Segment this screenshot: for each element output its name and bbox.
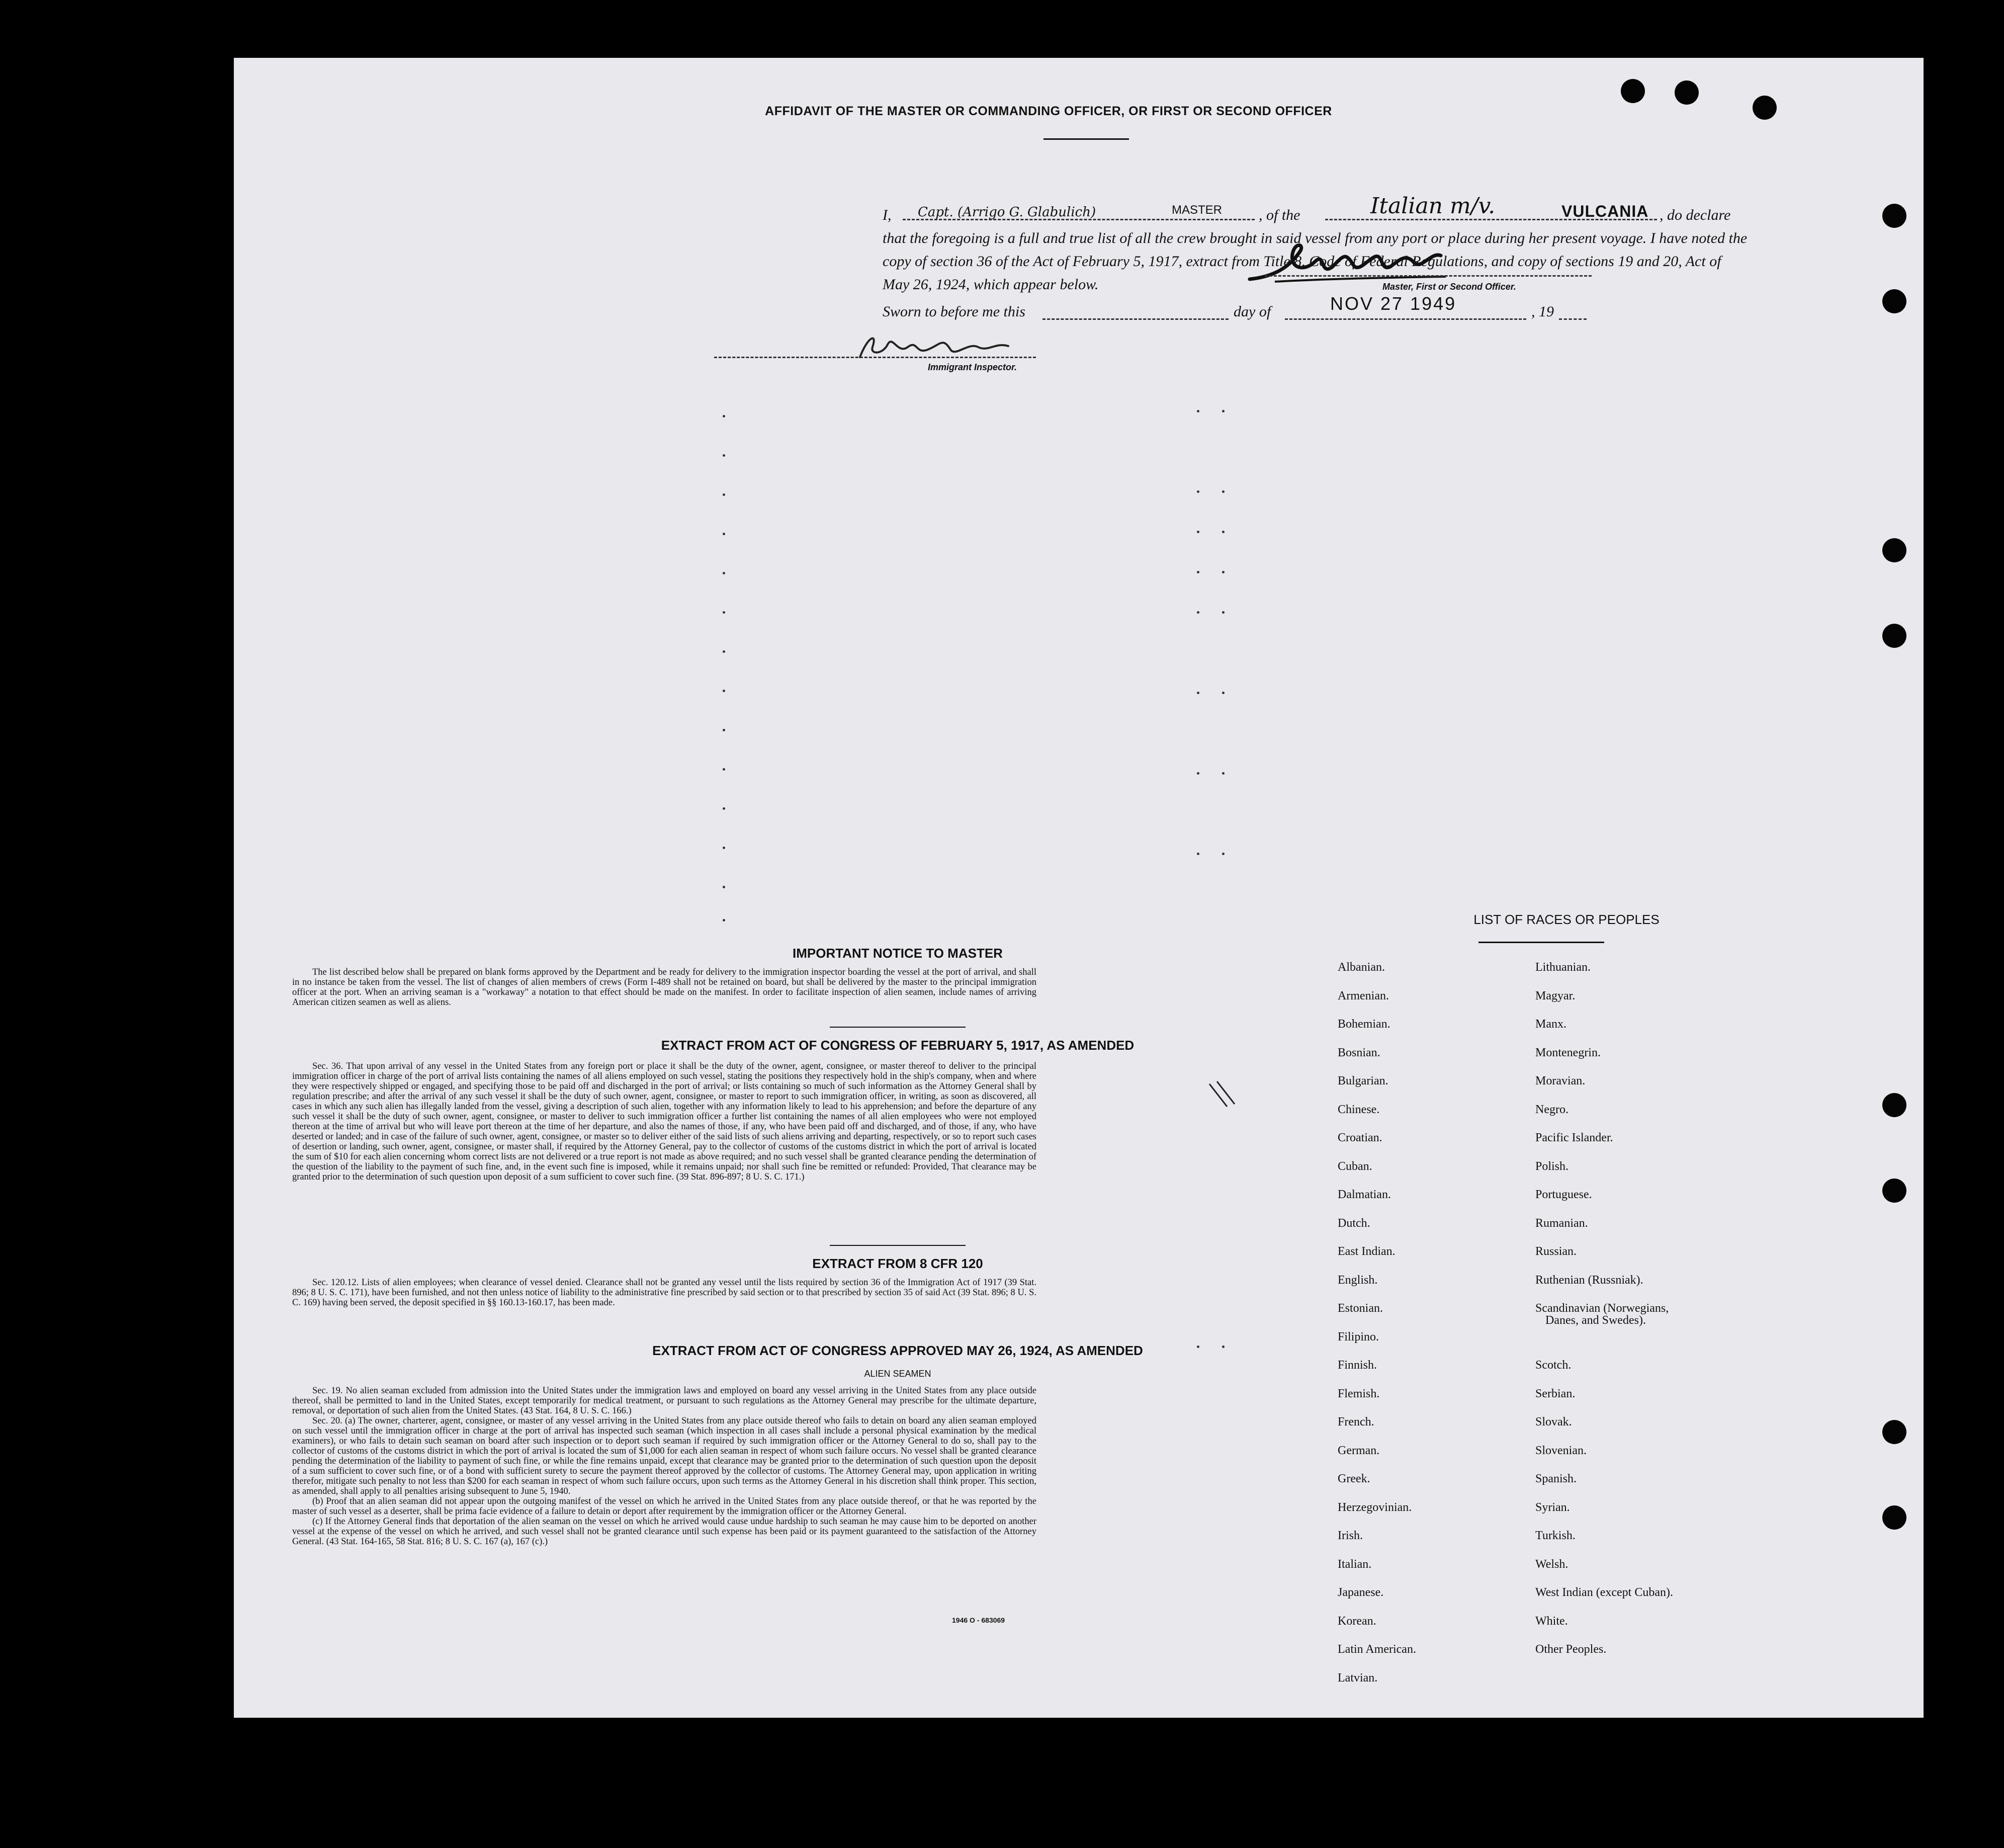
race-item: Finnish.: [1338, 1359, 1377, 1372]
race-item: Latvian.: [1338, 1671, 1378, 1685]
race-item: Albanian.: [1338, 961, 1385, 974]
punch-hole: [1675, 80, 1699, 105]
section-20a: Sec. 20. (a) The owner, charterer, agent, consignee, or master of any vessel arriving in the United States from any place outside thereof who fails to detain on board any alien seaman employed on such vessel until the immigration officer in charge at the port of arrival has inspected such seaman (which inspection in all cases shall include a personal physical examination by the medical examiners), or who fails to detain such seaman on board after such inspection or to deport such seaman if required by such immigration officer or the Attorney General to do so, shall pay to the collector of customs of the customs district in which the port of arrival is located the sum of $1,000 for each alien seaman in respect of whom such failure occurs. No vessel shall be granted clearance pending the determination of the liability to payment of such fine, or while the fine remains unpaid, except that clearance may be granted prior to the determination of such question upon the deposit of a sum sufficient to cover such fine, or of a bond with sufficient surety to secure the payment thereof approved by the collector of customs. The Attorney General may, upon application in writing therefor, mitigate such penalty to not less than $200 for each seaman in respect of whom such failure occurs, upon such terms as the Attorney General in his discretion shall think proper. This section, as amended, shall apply to all penalties arising subsequent to June 5, 1940.: [292, 1416, 1036, 1496]
day-of-label: day of: [1234, 303, 1271, 320]
race-item: Irish.: [1338, 1529, 1363, 1542]
race-item-right-cont: Danes, and Swedes).: [1545, 1314, 1646, 1327]
sworn-line: [883, 293, 1587, 328]
master-blank: [903, 219, 1255, 220]
punch-hole: [1882, 204, 1906, 228]
punch-hole: [1882, 289, 1906, 313]
vessel-blank: [1325, 219, 1657, 220]
race-item: West Indian (except Cuban).: [1535, 1586, 1673, 1599]
race-item: Rumanian.: [1535, 1216, 1588, 1230]
race-item: Croatian.: [1338, 1131, 1382, 1144]
race-item: Slovenian.: [1535, 1444, 1587, 1457]
race-item: Other Peoples.: [1535, 1643, 1607, 1656]
punch-hole: [1753, 96, 1777, 120]
extract-1924-title: EXTRACT FROM ACT OF CONGRESS APPROVED MAY 26, 1924, AS AMENDED: [652, 1343, 1143, 1358]
section-rule: [830, 1245, 966, 1246]
year-label: , 19: [1531, 303, 1554, 320]
section-20b: (b) Proof that an alien seaman did not appear upon the outgoing manifest of the vessel on which he arrived in the United States from any place outside thereof, or that he was reported by the master of such vessel as a deserter, shall be prima facie evidence of a failure to detain or deport after requirement by the immigration officer or the Attorney General.: [292, 1496, 1036, 1517]
section-120-12: Sec. 120.12. Lists of alien employees; when clearance of vessel denied. Clearance shall not be granted any vessel until the lists required by section 36 of the Immigration Act of 1917 (39 Stat. 896; 8 U. S. C. 171), have been furnished, and not then unless notice of liability to the administrative fine prescribed by said section or to that prescribed by section 35 of said Act (39 Stat. 896; 8 U. S. C. 169) having been served, the deposit specified in §§ 160.13-160.17, has been made.: [292, 1278, 1036, 1308]
signature-line: [1265, 275, 1592, 277]
master-name: Capt. (Arrigo G. Glabulich): [918, 205, 1096, 220]
races-rule: [1478, 942, 1604, 943]
race-item: Dalmatian.: [1338, 1188, 1391, 1201]
race-item: Russian.: [1535, 1245, 1577, 1258]
race-item: White.: [1535, 1614, 1568, 1628]
race-item: Cuban.: [1338, 1159, 1372, 1173]
race-item: French.: [1338, 1415, 1374, 1429]
race-item: Pacific Islander.: [1535, 1131, 1613, 1144]
do-declare-label: , do declare: [1660, 207, 1731, 223]
section-19: Sec. 19. No alien seaman excluded from admission into the United States under the immigration laws and employed on board any vessel arriving in the United States from any place outside thereof, shall be permitted to land in the United States, except temporarily for medical treatment, or pursuant to such regulations as the Attorney General may prescribe for the ultimate departure, removal, or deportation of such alien from the United States. (43 Stat. 164, 8 U. S. C. 166.): [292, 1386, 1036, 1416]
punch-hole: [1882, 624, 1906, 648]
race-item: German.: [1338, 1444, 1380, 1457]
punch-hole: [1882, 1420, 1906, 1444]
race-item: Polish.: [1535, 1159, 1569, 1173]
race-item: Moravian.: [1535, 1074, 1586, 1087]
race-item: Flemish.: [1338, 1387, 1380, 1400]
notice-text: [292, 967, 1036, 1007]
race-item: English.: [1338, 1273, 1378, 1287]
race-item: Welsh.: [1535, 1557, 1569, 1571]
notice-paragraph: The list described below shall be prepared on blank forms approved by the Department and be ready for delivery to the immigration inspector boarding the vessel at the port of arrival, and shall in no instance be taken from the vessel. The list of changes of alien members of crews (Form I-489 shall not be retained on board, but shall be delivered by the master to the principal immigration officer at the port. When an arriving seaman is a "workaway" a notation to that effect should be made on the manifest. In order to facilitate inspection of alien seamen, include names of arriving American citizen seamen as well as aliens.: [292, 967, 1036, 1007]
notice-title: IMPORTANT NOTICE TO MASTER: [793, 946, 1003, 961]
inspector-line: [714, 357, 1036, 358]
vessel-nationality: Italian m/v.: [1370, 193, 1496, 219]
race-item: Bulgarian.: [1338, 1074, 1388, 1087]
race-item: Latin American.: [1338, 1643, 1416, 1656]
extract-1917-text: [292, 1061, 1036, 1182]
vessel-name: VULCANIA: [1561, 202, 1649, 220]
race-item: Negro.: [1535, 1103, 1569, 1116]
extract-1924-text: [292, 1386, 1036, 1547]
race-item: Japanese.: [1338, 1586, 1384, 1599]
race-item: Estonian.: [1338, 1302, 1383, 1315]
race-item: Ruthenian (Russniak).: [1535, 1273, 1643, 1287]
sworn-label: Sworn to before me this: [883, 303, 1025, 320]
race-item: East Indian.: [1338, 1245, 1396, 1258]
race-item: Serbian.: [1535, 1387, 1576, 1400]
punch-hole: [1882, 538, 1906, 562]
affidavit-line-3: copy of section 36 of the Act of February 5, 1917, extract from Title 8, Code of Federal Regulations, and copy of sections 19 and 20, Act of: [883, 253, 1721, 270]
section-rule: [830, 1027, 966, 1028]
punch-hole: [1882, 1505, 1906, 1530]
race-item: Scotch.: [1535, 1359, 1572, 1372]
punch-hole: [1621, 79, 1645, 103]
affidavit-title: AFFIDAVIT OF THE MASTER OR COMMANDING OFFICER, OR FIRST OR SECOND OFFICER: [765, 104, 1332, 118]
race-item: Magyar.: [1535, 989, 1576, 1002]
race-item: Herzegovinian.: [1338, 1500, 1412, 1514]
print-code: 1946 O - 683069: [952, 1616, 1005, 1624]
of-the-label: , of the: [1259, 207, 1300, 223]
race-item: Portuguese.: [1535, 1188, 1592, 1201]
extract-1917-title: EXTRACT FROM ACT OF CONGRESS OF FEBRUARY 5, 1917, AS AMENDED: [661, 1038, 1135, 1053]
race-item: Bosnian.: [1338, 1046, 1380, 1059]
race-item: Syrian.: [1535, 1500, 1570, 1514]
alien-seamen-subtitle: ALIEN SEAMEN: [864, 1369, 931, 1379]
race-item: Korean.: [1338, 1614, 1376, 1628]
inspector-caption: Immigrant Inspector.: [928, 362, 1017, 372]
section-36: Sec. 36. That upon arrival of any vessel in the United States from any foreign port or place it shall be the duty of the owner, agent, consignee, or master thereof to deliver to the principal immigration officer in charge of the port of arrival lists containing the names of all aliens employed on such vessel, stating the positions they respectively hold in the ship's company, when and where they were respectively shipped or engaged, and specifying those to be paid off and discharged in the port of arrival; or lists containing so much of such information as the Attorney General shall by regulation prescribe; and after the arrival of any such vessel it shall be the duty of such owner, agent, consignee, or master to report to such immigration officer, in writing, as soon as discovered, all cases in which any such alien has illegally landed from the vessel, giving a description of such alien, together with any information likely to lead to his apprehension; and before the departure of any such vessel it shall be the duty of such owner, agent, consignee, or master to deliver to such immigration officer a further list containing the names of all alien employees who were not employed thereon at the time of arrival but who will leave port thereon at the time of her departure, and also the names of those, if any, who have been paid off and discharged, and of those, if any, who have deserted or landed; and in case of the failure of such owner, agent, consignee, or master so to deliver either of the said lists of such aliens arriving and departing, respectively, or so to report such cases of desertion or landing, such owner, agent, consignee, or master shall, if required by the Attorney General, pay to the collector of customs of the customs district in which the port of arrival is located the sum of $10 for each alien concerning whom correct lists are not delivered or a true report is not made as above required; and no such vessel shall be granted clearance pending the determination of the question of the liability to the payment of such fine, and, in the event such fine is imposed, while it remains unpaid; nor shall such fine be remitted or refunded: Provided, That clearance may be granted prior to the determination of such question upon deposit of a sum sufficient to cover such fine. (39 Stat. 896-897; 8 U. S. C. 171.): [292, 1061, 1036, 1182]
master-label: MASTER: [1172, 203, 1223, 217]
punch-hole: [1882, 1093, 1906, 1117]
race-item: Slovak.: [1535, 1415, 1572, 1429]
section-20c: (c) If the Attorney General finds that deportation of the alien seaman on the vessel on which he arrived would cause undue hardship to such seaman he may cause him to be deported on another vessel at the expense of the vessel on which he arrived, and such vessel shall not be granted clearance until such expense has been paid or its payment guaranteed to the satisfaction of the Attorney General. (43 Stat. 164-165, 58 Stat. 816; 8 U. S. C. 167 (a), 167 (c).): [292, 1517, 1036, 1547]
race-item: Spanish.: [1535, 1472, 1577, 1485]
race-item: Italian.: [1338, 1557, 1372, 1571]
punch-hole: [1882, 1179, 1906, 1203]
race-item: Greek.: [1338, 1472, 1370, 1485]
race-item: Bohemian.: [1338, 1018, 1390, 1031]
races-title: LIST OF RACES OR PEOPLES: [1473, 912, 1660, 927]
check-mark: [1207, 1079, 1237, 1114]
title-rule: [1043, 138, 1129, 140]
affidavit-line-1: [883, 193, 1803, 227]
race-item: Filipino.: [1338, 1330, 1379, 1343]
race-item: Montenegrin.: [1535, 1046, 1601, 1059]
race-item: Manx.: [1535, 1018, 1566, 1031]
extract-cfr-text: [292, 1278, 1036, 1308]
form-page: [234, 58, 1924, 1718]
race-item: Chinese.: [1338, 1103, 1380, 1116]
i-label: I,: [883, 207, 892, 223]
race-item: Armenian.: [1338, 989, 1389, 1002]
race-item: Dutch.: [1338, 1216, 1370, 1230]
affidavit-line-2: that the foregoing is a full and true list of all the crew brought in said vessel from any port or place during her present voyage. I have noted the: [883, 230, 1748, 246]
race-item: Turkish.: [1535, 1529, 1576, 1542]
extract-cfr-title: EXTRACT FROM 8 CFR 120: [812, 1256, 983, 1271]
inspector-signature: [852, 327, 1018, 367]
date-stamp: NOV 27 1949: [1330, 293, 1457, 314]
race-item: Scandinavian (Norwegians,: [1535, 1302, 1669, 1315]
affidavit-line-4: May 26, 1924, which appear below.: [883, 276, 1099, 293]
race-item: Lithuanian.: [1535, 961, 1591, 974]
signature-caption: Master, First or Second Officer.: [1382, 282, 1516, 292]
